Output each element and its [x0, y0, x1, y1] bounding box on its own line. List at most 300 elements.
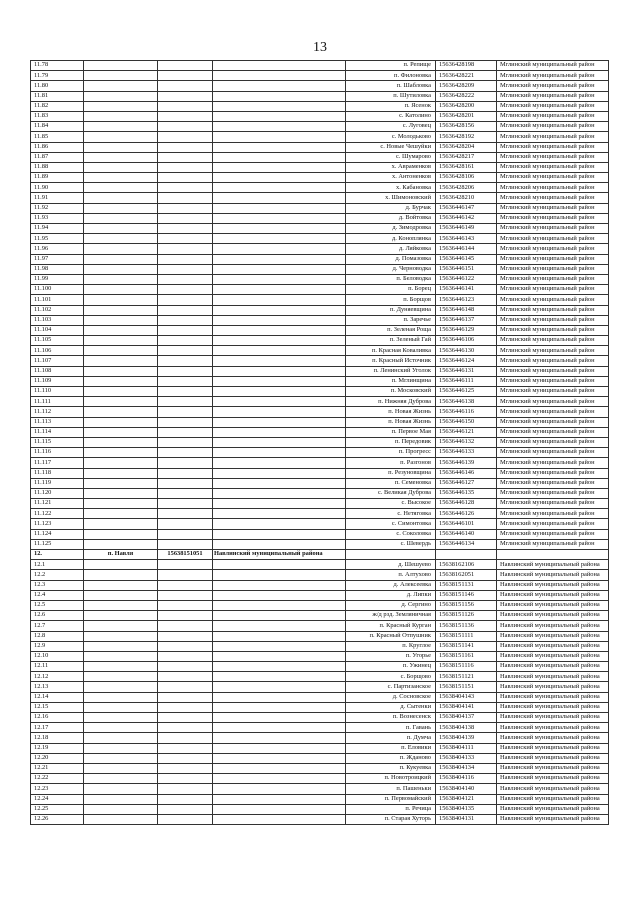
oktmo-cell: 15636446149: [436, 224, 497, 234]
row-number: 12.26: [31, 814, 84, 824]
oktmo-cell: 15638404137: [436, 713, 497, 723]
oktmo-cell: 15638404116: [436, 774, 497, 784]
town-oktmo-cell: [158, 560, 213, 570]
town-oktmo-cell: [158, 336, 213, 346]
town-oktmo-cell: [158, 234, 213, 244]
town-cell: [84, 61, 158, 71]
row-number: 11.80: [31, 81, 84, 91]
settlement-cell: п. Угорье: [346, 651, 436, 661]
town-cell: [84, 611, 158, 621]
district-cell: Мглинский муниципальный район: [497, 499, 609, 509]
town-district-cell: [213, 162, 346, 172]
oktmo-cell: 15636428156: [436, 122, 497, 132]
district-cell: Мглинский муниципальный район: [497, 203, 609, 213]
district-cell: Навлинский муниципальный района: [497, 662, 609, 672]
row-number: 11.86: [31, 142, 84, 152]
table-row: [31, 509, 609, 519]
town-district-cell: [213, 692, 346, 702]
settlement-cell: д. Зимодровка: [346, 224, 436, 234]
town-oktmo-cell: [158, 672, 213, 682]
town-district-cell: [213, 651, 346, 661]
town-district-cell: [213, 784, 346, 794]
settlement-cell: п. Думча: [346, 733, 436, 743]
table-row: [31, 315, 609, 325]
oktmo-cell: 15636446135: [436, 488, 497, 498]
district-cell: Мглинский муниципальный район: [497, 285, 609, 295]
row-number: 12.8: [31, 631, 84, 641]
table-row: [31, 142, 609, 152]
oktmo-cell: 15636428210: [436, 193, 497, 203]
settlement-cell: п. Беловодка: [346, 274, 436, 284]
settlement-cell: п. Зеленая Роща: [346, 325, 436, 335]
town-cell: [84, 244, 158, 254]
district-cell: Мглинский муниципальный район: [497, 366, 609, 376]
table-row: [31, 580, 609, 590]
town-oktmo-cell: [158, 295, 213, 305]
district-cell: Навлинский муниципальный района: [497, 804, 609, 814]
town-oktmo-cell: [158, 621, 213, 631]
town-cell: [84, 397, 158, 407]
row-number: 11.97: [31, 254, 84, 264]
oktmo-cell: 15636428200: [436, 101, 497, 111]
row-number: 11.81: [31, 91, 84, 101]
settlement-cell: д. Липки: [346, 590, 436, 600]
oktmo-cell: 15636446132: [436, 437, 497, 447]
town-oktmo-cell: [158, 794, 213, 804]
settlement-cell: п. Нижняя Дуброва: [346, 397, 436, 407]
settlement-cell: д. Черноводка: [346, 264, 436, 274]
row-number: 11.84: [31, 122, 84, 132]
oktmo-cell: 15636428106: [436, 173, 497, 183]
table-row: [31, 356, 609, 366]
settlement-cell: п. Новотроицкий: [346, 774, 436, 784]
oktmo-cell: 15638151111: [436, 631, 497, 641]
town-cell: [84, 621, 158, 631]
table-row: [31, 692, 609, 702]
district-cell: Мглинский муниципальный район: [497, 478, 609, 488]
settlement-cell: п. Заречье: [346, 315, 436, 325]
district-cell: Навлинский муниципальный района: [497, 723, 609, 733]
table-row: [31, 600, 609, 610]
district-cell: Мглинский муниципальный район: [497, 254, 609, 264]
settlement-cell: х. Авраменков: [346, 162, 436, 172]
town-oktmo-cell: [158, 529, 213, 539]
town-oktmo-cell: [158, 183, 213, 193]
oktmo-cell: 15636446151: [436, 264, 497, 274]
oktmo-cell: 15638404139: [436, 733, 497, 743]
table-row: [31, 397, 609, 407]
town-district-cell: [213, 336, 346, 346]
town-oktmo-cell: [158, 91, 213, 101]
town-oktmo-cell: [158, 376, 213, 386]
town-cell: [84, 285, 158, 295]
oktmo-cell: 15638151136: [436, 621, 497, 631]
row-number: 12.5: [31, 600, 84, 610]
town-oktmo-cell: [158, 692, 213, 702]
row-number: 11.114: [31, 427, 84, 437]
oktmo-cell: 15636428217: [436, 152, 497, 162]
district-cell: Мглинский муниципальный район: [497, 325, 609, 335]
town-district-cell: [213, 264, 346, 274]
table-row: [31, 560, 609, 570]
oktmo-cell: 15636446143: [436, 234, 497, 244]
town-oktmo-cell: [158, 264, 213, 274]
settlement-cell: п. Борец: [346, 285, 436, 295]
town-district-cell: [213, 662, 346, 672]
oktmo-cell: 15638404138: [436, 723, 497, 733]
town-district-cell: [213, 621, 346, 631]
town-cell: [84, 804, 158, 814]
town-cell: [84, 387, 158, 397]
table-row: [31, 234, 609, 244]
town-district-cell: [213, 458, 346, 468]
row-number: 11.83: [31, 111, 84, 121]
table-row: [31, 132, 609, 142]
row-number: 11.119: [31, 478, 84, 488]
settlement-cell: п. Вознесенск: [346, 713, 436, 723]
district-cell: Мглинский муниципальный район: [497, 142, 609, 152]
settlement-cell: д. Ляйковка: [346, 244, 436, 254]
district-cell: Мглинский муниципальный район: [497, 152, 609, 162]
town-district-cell: [213, 356, 346, 366]
oktmo-cell: 15638151121: [436, 672, 497, 682]
district-cell: Мглинский муниципальный район: [497, 387, 609, 397]
district-cell: Мглинский муниципальный район: [497, 224, 609, 234]
town-district-cell: [213, 173, 346, 183]
town-district-cell: [213, 519, 346, 529]
settlement-cell: п. Дуняевщина: [346, 305, 436, 315]
district-cell: Навлинский муниципальный района: [497, 651, 609, 661]
district-cell: Мглинский муниципальный район: [497, 468, 609, 478]
row-number: 11.88: [31, 162, 84, 172]
town-cell: [84, 641, 158, 651]
table-row: [31, 499, 609, 509]
settlement-cell: п. Первое Мая: [346, 427, 436, 437]
town-district-cell: [213, 743, 346, 753]
town-cell: п. Навля: [84, 550, 158, 560]
settlement-cell: п. Ясенок: [346, 101, 436, 111]
oktmo-cell: 15638151161: [436, 651, 497, 661]
town-district-cell: [213, 152, 346, 162]
district-cell: Мглинский муниципальный район: [497, 458, 609, 468]
town-cell: [84, 213, 158, 223]
town-oktmo-cell: [158, 427, 213, 437]
settlement-cell: п. Ужинец: [346, 662, 436, 672]
town-oktmo-cell: [158, 325, 213, 335]
town-cell: [84, 478, 158, 488]
town-oktmo-cell: [158, 804, 213, 814]
table-row: [31, 774, 609, 784]
table-row: [31, 91, 609, 101]
town-cell: [84, 315, 158, 325]
town-oktmo-cell: [158, 417, 213, 427]
oktmo-cell: 15636428198: [436, 61, 497, 71]
district-cell: Мглинский муниципальный район: [497, 234, 609, 244]
row-number: 11.108: [31, 366, 84, 376]
town-district-cell: [213, 183, 346, 193]
table-row: [31, 448, 609, 458]
row-number: 11.91: [31, 193, 84, 203]
town-oktmo-cell: [158, 162, 213, 172]
town-district-cell: [213, 814, 346, 824]
settlement-cell: с. Симонтовка: [346, 519, 436, 529]
district-cell: Навлинский муниципальный района: [497, 713, 609, 723]
oktmo-cell: 15636446126: [436, 509, 497, 519]
district-cell: Мглинский муниципальный район: [497, 539, 609, 549]
town-district-cell: [213, 244, 346, 254]
town-cell: [84, 427, 158, 437]
town-oktmo-cell: 15638151051: [158, 550, 213, 560]
town-cell: [84, 814, 158, 824]
table-row: [31, 183, 609, 193]
town-district-cell: [213, 325, 346, 335]
town-cell: [84, 111, 158, 121]
town-cell: [84, 692, 158, 702]
town-district-cell: [213, 224, 346, 234]
town-district-cell: [213, 295, 346, 305]
settlement-cell: п. Резуновщина: [346, 468, 436, 478]
oktmo-cell: 15636446124: [436, 356, 497, 366]
district-cell: Навлинский муниципальный района: [497, 560, 609, 570]
table-row: [31, 672, 609, 682]
settlement-cell: п. Шутиловка: [346, 91, 436, 101]
row-number: 12.16: [31, 713, 84, 723]
oktmo-cell: 15636428206: [436, 183, 497, 193]
row-number: 12.1: [31, 560, 84, 570]
town-district-cell: [213, 499, 346, 509]
town-oktmo-cell: [158, 468, 213, 478]
settlement-cell: п. Алтухово: [346, 570, 436, 580]
settlement-cell: д. Войтовка: [346, 213, 436, 223]
table-row: [31, 305, 609, 315]
district-cell: Мглинский муниципальный район: [497, 305, 609, 315]
town-cell: [84, 325, 158, 335]
row-number: 11.121: [31, 499, 84, 509]
table-row: [31, 203, 609, 213]
settlement-cell: п. Передовик: [346, 437, 436, 447]
town-oktmo-cell: [158, 173, 213, 183]
district-cell: Навлинский муниципальный района: [497, 600, 609, 610]
table-row: [31, 784, 609, 794]
district-cell: Навлинский муниципальный района: [497, 753, 609, 763]
row-number: 11.85: [31, 132, 84, 142]
district-cell: Мглинский муниципальный район: [497, 407, 609, 417]
town-cell: [84, 539, 158, 549]
town-district-cell: [213, 397, 346, 407]
town-oktmo-cell: [158, 101, 213, 111]
table-row: [31, 590, 609, 600]
settlement-cell: п. Московский: [346, 387, 436, 397]
town-cell: [84, 274, 158, 284]
district-cell: Навлинский муниципальный района: [497, 814, 609, 824]
table-row: [31, 366, 609, 376]
oktmo-cell: 15638151131: [436, 580, 497, 590]
town-district-cell: [213, 407, 346, 417]
oktmo-cell: 15636446138: [436, 397, 497, 407]
table-row: [31, 621, 609, 631]
town-district-cell: [213, 529, 346, 539]
town-cell: [84, 519, 158, 529]
district-cell: Мглинский муниципальный район: [497, 122, 609, 132]
district-cell: Мглинский муниципальный район: [497, 193, 609, 203]
town-district-cell: [213, 234, 346, 244]
town-cell: [84, 631, 158, 641]
town-district-cell: [213, 111, 346, 121]
town-oktmo-cell: [158, 315, 213, 325]
district-cell: Мглинский муниципальный район: [497, 81, 609, 91]
table-row: [31, 702, 609, 712]
row-number: 11.122: [31, 509, 84, 519]
town-oktmo-cell: [158, 458, 213, 468]
row-number: 12.14: [31, 692, 84, 702]
row-number: 12.20: [31, 753, 84, 763]
town-cell: [84, 672, 158, 682]
row-number: 11.87: [31, 152, 84, 162]
district-cell: Навлинский муниципальный района: [497, 774, 609, 784]
oktmo-cell: 15636446121: [436, 427, 497, 437]
town-cell: [84, 743, 158, 753]
table-row: [31, 763, 609, 773]
town-district-cell: [213, 560, 346, 570]
oktmo-cell: 15636428221: [436, 71, 497, 81]
town-cell: [84, 81, 158, 91]
settlement-cell: х. Кабановка: [346, 183, 436, 193]
settlement-cell: с. Католино: [346, 111, 436, 121]
town-district-cell: [213, 305, 346, 315]
district-cell: Навлинский муниципальный района: [497, 580, 609, 590]
district-cell: Мглинский муниципальный район: [497, 488, 609, 498]
town-district-cell: [213, 387, 346, 397]
town-district-cell: [213, 488, 346, 498]
table-row: [31, 814, 609, 824]
row-number: 12.2: [31, 570, 84, 580]
town-oktmo-cell: [158, 488, 213, 498]
table-row: [31, 651, 609, 661]
town-cell: [84, 570, 158, 580]
district-cell: Мглинский муниципальный район: [497, 101, 609, 111]
row-number: 11.82: [31, 101, 84, 111]
oktmo-cell: 15636446134: [436, 539, 497, 549]
settlement-cell: д. Бурчак: [346, 203, 436, 213]
row-number: 12.21: [31, 763, 84, 773]
town-district-cell: [213, 427, 346, 437]
town-oktmo-cell: [158, 702, 213, 712]
table-row: [31, 713, 609, 723]
district-cell: Навлинский муниципальный района: [497, 631, 609, 641]
settlement-cell: д. Шешуево: [346, 560, 436, 570]
town-oktmo-cell: [158, 244, 213, 254]
oktmo-cell: 15636446148: [436, 305, 497, 315]
oktmo-cell: 15638404133: [436, 753, 497, 763]
town-oktmo-cell: [158, 590, 213, 600]
district-cell: Мглинский муниципальный район: [497, 295, 609, 305]
settlement-cell: п. Прогресс: [346, 448, 436, 458]
town-oktmo-cell: [158, 305, 213, 315]
district-cell: Навлинский муниципальный района: [497, 570, 609, 580]
town-district-cell: [213, 478, 346, 488]
town-cell: [84, 376, 158, 386]
oktmo-cell: 15638151116: [436, 662, 497, 672]
settlement-cell: с. Соколовка: [346, 529, 436, 539]
town-district-cell: [213, 142, 346, 152]
town-oktmo-cell: [158, 346, 213, 356]
oktmo-cell: 15638404134: [436, 763, 497, 773]
district-cell: Мглинский муниципальный район: [497, 437, 609, 447]
district-cell: Мглинский муниципальный район: [497, 356, 609, 366]
town-oktmo-cell: [158, 356, 213, 366]
town-oktmo-cell: [158, 519, 213, 529]
district-cell: [497, 550, 609, 560]
table-row: [31, 173, 609, 183]
town-district-cell: [213, 611, 346, 621]
town-district-cell: [213, 71, 346, 81]
row-number: 11.115: [31, 437, 84, 447]
town-oktmo-cell: [158, 743, 213, 753]
oktmo-cell: 15636446106: [436, 336, 497, 346]
town-district-cell: [213, 723, 346, 733]
town-cell: [84, 173, 158, 183]
table-row: [31, 488, 609, 498]
table-row: [31, 71, 609, 81]
district-cell: Мглинский муниципальный район: [497, 336, 609, 346]
settlement-cell: с. Высокое: [346, 499, 436, 509]
row-number: 12.9: [31, 641, 84, 651]
town-district-cell: [213, 203, 346, 213]
settlement-cell: п. Красный Курган: [346, 621, 436, 631]
settlement-cell: п. Репище: [346, 61, 436, 71]
town-oktmo-cell: [158, 132, 213, 142]
town-cell: [84, 651, 158, 661]
settlement-cell: д. Алексеевка: [346, 580, 436, 590]
town-district-cell: [213, 600, 346, 610]
settlement-cell: п. Новая Жизнь: [346, 407, 436, 417]
district-cell: Навлинский муниципальный района: [497, 641, 609, 651]
town-cell: [84, 71, 158, 81]
district-cell: Навлинский муниципальный района: [497, 590, 609, 600]
oktmo-cell: 15636446111: [436, 376, 497, 386]
row-number: 11.90: [31, 183, 84, 193]
settlement-cell: п. Борщов: [346, 295, 436, 305]
settlement-cell: п. Первомайский: [346, 794, 436, 804]
table-row: [31, 387, 609, 397]
table-row: [31, 336, 609, 346]
oktmo-cell: 15636428222: [436, 91, 497, 101]
table-row: [31, 101, 609, 111]
district-cell: Мглинский муниципальный район: [497, 111, 609, 121]
oktmo-cell: 15636428161: [436, 162, 497, 172]
row-number: 12.23: [31, 784, 84, 794]
town-oktmo-cell: [158, 631, 213, 641]
oktmo-cell: 15638404141: [436, 702, 497, 712]
town-cell: [84, 264, 158, 274]
oktmo-cell: 15638151141: [436, 641, 497, 651]
oktmo-cell: 15636446147: [436, 203, 497, 213]
town-district-cell: [213, 448, 346, 458]
town-district-cell: [213, 315, 346, 325]
settlement-cell: п. Пашеньки: [346, 784, 436, 794]
town-district-cell: [213, 509, 346, 519]
row-number: 11.109: [31, 376, 84, 386]
table-row: [31, 804, 609, 814]
town-oktmo-cell: [158, 142, 213, 152]
oktmo-cell: 15636446101: [436, 519, 497, 529]
town-cell: [84, 590, 158, 600]
district-cell: Мглинский муниципальный район: [497, 213, 609, 223]
row-number: 12.: [31, 550, 84, 560]
town-cell: [84, 794, 158, 804]
district-cell: Навлинский муниципальный района: [497, 794, 609, 804]
row-number: 12.17: [31, 723, 84, 733]
